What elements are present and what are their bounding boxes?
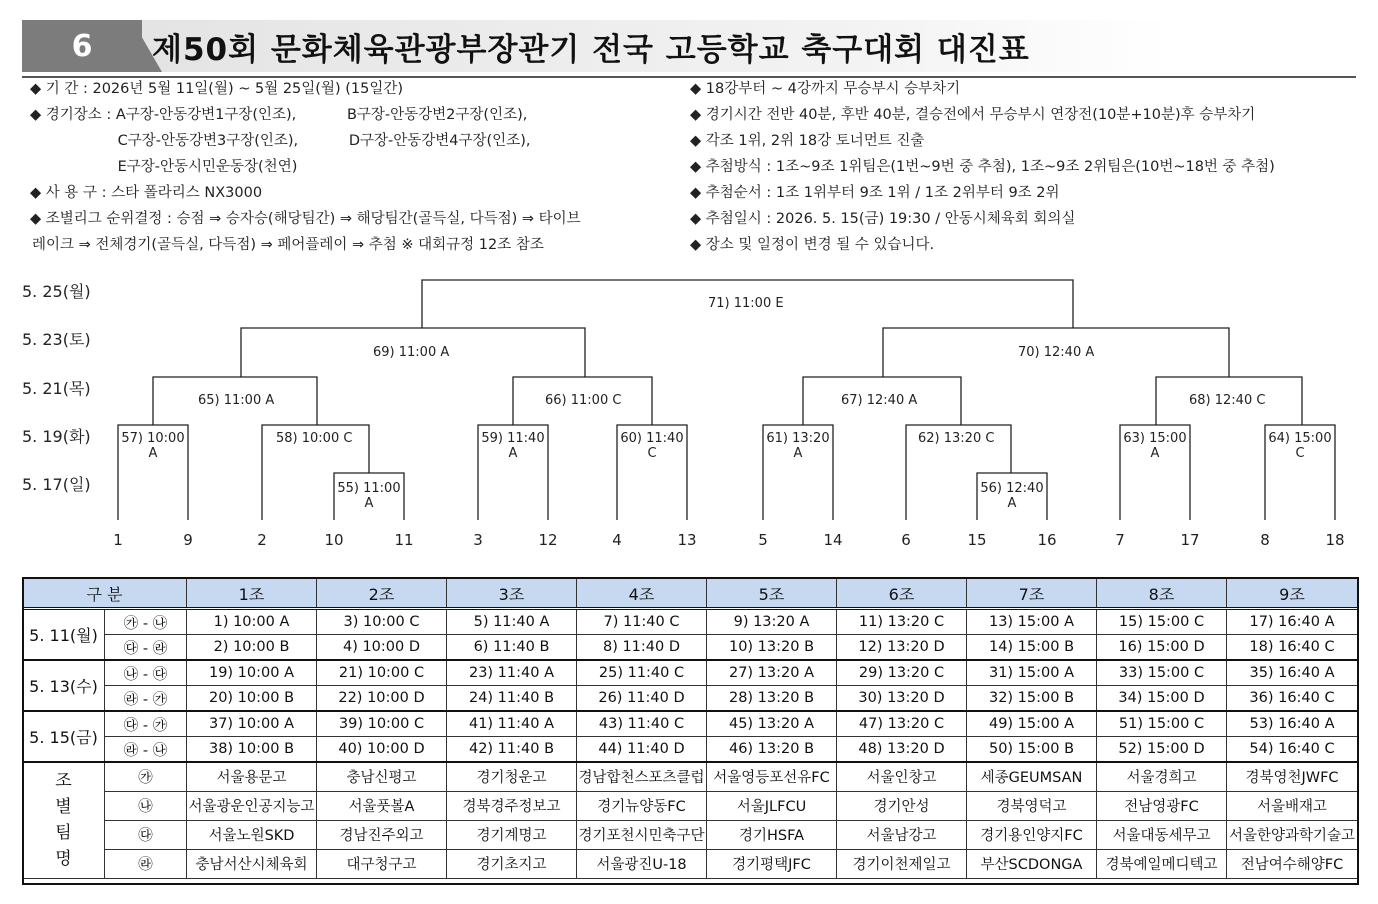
team-name: 서울용문고 bbox=[187, 762, 317, 791]
match-57 bbox=[120, 431, 186, 461]
header-group: 2조 bbox=[317, 578, 447, 609]
match-cell: 28) 13:20 B bbox=[707, 686, 837, 712]
team-row bbox=[23, 791, 1358, 820]
header-group: 9조 bbox=[1227, 578, 1358, 609]
team-name: 서울JLFCU bbox=[707, 791, 837, 820]
team-name: 경북영천JWFC bbox=[1227, 762, 1358, 791]
team-name: 경북경주정보고 bbox=[447, 791, 577, 820]
match-cell: 5) 11:40 A bbox=[447, 609, 577, 635]
match-56-time: 56) 12:40 bbox=[980, 481, 1044, 496]
day-label-quarter: 5. 21(목) bbox=[22, 379, 91, 398]
header-group: 4조 bbox=[577, 578, 707, 609]
match-cell: 16) 15:00 D bbox=[1097, 635, 1227, 661]
match-cell: 26) 11:40 D bbox=[577, 686, 707, 712]
team-name: 경기포천시민축구단 bbox=[577, 820, 707, 849]
info-ranking: ◆ 조별리그 순위결정 : 승점 ⇒ 승자승(해당팀간) ⇒ 해당팀간(골득실, 다득점) ⇒ 타이브 bbox=[30, 211, 581, 227]
section-number: 6 bbox=[22, 20, 142, 72]
header-group: 6조 bbox=[837, 578, 967, 609]
schedule-row bbox=[23, 686, 1358, 712]
match-63-time: 63) 15:00 bbox=[1123, 431, 1187, 446]
match-cell: 47) 13:20 C bbox=[837, 711, 967, 737]
team-name: 충남신평고 bbox=[317, 762, 447, 791]
match-63 bbox=[1122, 431, 1188, 461]
slot-number: 15 bbox=[967, 531, 987, 549]
match-cell: 12) 13:20 D bbox=[837, 635, 967, 661]
info-draw-order: ◆ 추첨순서 : 1조 1위부터 9조 1위 / 1조 2위부터 9조 2위 bbox=[690, 185, 1060, 201]
team-name: 경기안성 bbox=[837, 791, 967, 820]
team-name: 경기초지고 bbox=[447, 849, 577, 878]
team-name: 서울광운인공지능고 bbox=[187, 791, 317, 820]
team-name: 전남영광FC bbox=[1097, 791, 1227, 820]
team-name: 경북영덕고 bbox=[967, 791, 1097, 820]
schedule-row bbox=[23, 609, 1358, 635]
slot-number: 6 bbox=[901, 531, 911, 549]
match-cell: 44) 11:40 D bbox=[577, 737, 707, 763]
match-date: 5. 13(수) bbox=[23, 660, 105, 711]
match-cell: 23) 11:40 A bbox=[447, 660, 577, 686]
match-cell: 27) 13:20 A bbox=[707, 660, 837, 686]
info-venue-3: E구장-안동시민운동장(천연) bbox=[30, 159, 298, 175]
match-cell: 14) 15:00 B bbox=[967, 635, 1097, 661]
team-name: 경남합천스포츠클럽 bbox=[577, 762, 707, 791]
match-cell: 40) 10:00 D bbox=[317, 737, 447, 763]
header-group: 1조 bbox=[187, 578, 317, 609]
team-name: 경남진주외고 bbox=[317, 820, 447, 849]
match-date: 5. 11(월) bbox=[23, 609, 105, 661]
team-slot-mark: ㉯ bbox=[105, 791, 187, 820]
info-match-time: ◆ 경기시간 전반 40분, 후반 40분, 결승전에서 무승부시 연장전(10분+10분)후 승부차기 bbox=[690, 107, 1256, 123]
match-pairing: ㉱ - ㉮ bbox=[105, 686, 187, 712]
match-date: 5. 15(금) bbox=[23, 711, 105, 762]
team-name: 경기청운고 bbox=[447, 762, 577, 791]
match-cell: 30) 13:20 D bbox=[837, 686, 967, 712]
match-cell: 34) 15:00 D bbox=[1097, 686, 1227, 712]
match-59-field: A bbox=[508, 446, 518, 461]
match-cell: 20) 10:00 B bbox=[187, 686, 317, 712]
team-name: 서울영등포선유FC bbox=[707, 762, 837, 791]
match-cell: 38) 10:00 B bbox=[187, 737, 317, 763]
match-cell: 41) 11:40 A bbox=[447, 711, 577, 737]
match-63-field: A bbox=[1150, 446, 1160, 461]
match-cell: 51) 15:00 C bbox=[1097, 711, 1227, 737]
teams-label-char: 명 bbox=[55, 849, 72, 870]
info-notice: ◆ 장소 및 일정이 변경 될 수 있습니다. bbox=[690, 237, 935, 253]
header-group: 5조 bbox=[707, 578, 837, 609]
match-cell: 17) 16:40 A bbox=[1227, 609, 1358, 635]
match-cell: 2) 10:00 B bbox=[187, 635, 317, 661]
slot-number: 11 bbox=[394, 531, 414, 549]
team-name: 경기뉴양동FC bbox=[577, 791, 707, 820]
day-label-r16: 5. 19(화) bbox=[22, 427, 91, 446]
match-cell: 13) 15:00 A bbox=[967, 609, 1097, 635]
team-name: 서울광진U-18 bbox=[577, 849, 707, 878]
match-cell: 36) 16:40 C bbox=[1227, 686, 1358, 712]
team-name: 서울풋볼A bbox=[317, 791, 447, 820]
team-name: 서울배재고 bbox=[1227, 791, 1358, 820]
schedule-row bbox=[23, 711, 1358, 737]
match-cell: 3) 10:00 C bbox=[317, 609, 447, 635]
match-cell: 15) 15:00 C bbox=[1097, 609, 1227, 635]
team-row bbox=[23, 849, 1358, 878]
team-name: 서울경희고 bbox=[1097, 762, 1227, 791]
team-row bbox=[23, 820, 1358, 849]
slot-number: 13 bbox=[677, 531, 697, 549]
header-group: 7조 bbox=[967, 578, 1097, 609]
match-cell: 46) 13:20 B bbox=[707, 737, 837, 763]
slot-number: 10 bbox=[324, 531, 344, 549]
team-name: 서울노원SKD bbox=[187, 820, 317, 849]
info-venue-2: C구장-안동강변3구장(인조), D구장-안동강변4구장(인조), bbox=[30, 133, 531, 149]
match-cell: 6) 11:40 B bbox=[447, 635, 577, 661]
slot-number: 7 bbox=[1115, 531, 1125, 549]
match-cell: 18) 16:40 C bbox=[1227, 635, 1358, 661]
match-57-field: A bbox=[148, 446, 158, 461]
team-name: 경기이천제일고 bbox=[837, 849, 967, 878]
match-59 bbox=[480, 431, 546, 461]
team-name: 서울한양과학기술고 bbox=[1227, 820, 1358, 849]
day-label-final: 5. 25(월) bbox=[22, 282, 91, 301]
match-cell: 1) 10:00 A bbox=[187, 609, 317, 635]
team-name: 충남서산시체육회 bbox=[187, 849, 317, 878]
team-name: 경기평택JFC bbox=[707, 849, 837, 878]
match-56 bbox=[979, 481, 1045, 511]
match-70: 70) 12:40 A bbox=[1018, 345, 1095, 360]
match-cell: 10) 13:20 B bbox=[707, 635, 837, 661]
info-advance: ◆ 각조 1위, 2위 18강 토너먼트 진출 bbox=[690, 133, 925, 149]
match-cell: 4) 10:00 D bbox=[317, 635, 447, 661]
match-cell: 35) 16:40 A bbox=[1227, 660, 1358, 686]
match-cell: 45) 13:20 A bbox=[707, 711, 837, 737]
team-name: 경기용인양지FC bbox=[967, 820, 1097, 849]
slot-number: 2 bbox=[257, 531, 267, 549]
team-name: 서울남강고 bbox=[837, 820, 967, 849]
info-period: ◆ 기 간 : 2026년 5월 11일(월) ~ 5월 25일(월) (15일간) bbox=[30, 81, 403, 97]
team-name: 대구청구고 bbox=[317, 849, 447, 878]
info-shootout: ◆ 18강부터 ~ 4강까지 무승부시 승부차기 bbox=[690, 81, 961, 97]
slot-number: 1 bbox=[113, 531, 123, 549]
slot-number: 16 bbox=[1037, 531, 1057, 549]
team-slot-mark: ㉮ bbox=[105, 762, 187, 791]
team-slot-mark: ㉰ bbox=[105, 820, 187, 849]
team-name: 경기HSFA bbox=[707, 820, 837, 849]
slot-number: 8 bbox=[1260, 531, 1270, 549]
match-65: 65) 11:00 A bbox=[198, 393, 275, 408]
info-ball: ◆ 사 용 구 : 스타 폴라리스 NX3000 bbox=[30, 185, 263, 201]
teams-label-char: 팀 bbox=[55, 823, 72, 844]
match-61-field: A bbox=[793, 446, 803, 461]
day-label-semi: 5. 23(토) bbox=[22, 330, 91, 349]
day-label-r18: 5. 17(일) bbox=[22, 475, 91, 494]
match-59-time: 59) 11:40 bbox=[481, 431, 545, 446]
match-cell: 19) 10:00 A bbox=[187, 660, 317, 686]
match-58: 58) 10:00 C bbox=[276, 431, 353, 446]
teams-label-char: 조 bbox=[55, 771, 72, 792]
match-69: 69) 11:00 A bbox=[373, 345, 450, 360]
match-71: 71) 11:00 E bbox=[708, 296, 784, 311]
teams-label-char: 별 bbox=[55, 797, 72, 818]
match-cell: 39) 10:00 C bbox=[317, 711, 447, 737]
team-name: 경기계명고 bbox=[447, 820, 577, 849]
team-row bbox=[23, 762, 1358, 791]
header-category: 구 분 bbox=[23, 578, 187, 609]
match-57-time: 57) 10:00 bbox=[121, 431, 185, 446]
page-title: 제50회 문화체육관광부장관기 전국 고등학교 축구대회 대진표 bbox=[152, 31, 1030, 68]
match-64 bbox=[1267, 431, 1333, 461]
match-cell: 21) 10:00 C bbox=[317, 660, 447, 686]
match-62: 62) 13:20 C bbox=[918, 431, 995, 446]
match-pairing: ㉮ - ㉯ bbox=[105, 609, 187, 635]
teams-label bbox=[23, 762, 105, 878]
match-cell: 31) 15:00 A bbox=[967, 660, 1097, 686]
match-cell: 53) 16:40 A bbox=[1227, 711, 1358, 737]
match-cell: 43) 11:40 C bbox=[577, 711, 707, 737]
match-64-time: 64) 15:00 bbox=[1268, 431, 1332, 446]
team-name: 세종GEUMSAN bbox=[967, 762, 1097, 791]
schedule-row bbox=[23, 737, 1358, 763]
info-venue-1: ◆ 경기장소 : A구장-안동강변1구장(인조), B구장-안동강변2구장(인조), bbox=[30, 107, 528, 123]
match-66: 66) 11:00 C bbox=[545, 393, 622, 408]
table-header-row bbox=[23, 578, 1358, 609]
match-61 bbox=[765, 431, 831, 461]
match-cell: 32) 15:00 B bbox=[967, 686, 1097, 712]
schedule-row bbox=[23, 635, 1358, 661]
match-cell: 22) 10:00 D bbox=[317, 686, 447, 712]
slot-number: 17 bbox=[1180, 531, 1200, 549]
match-60 bbox=[619, 431, 685, 461]
schedule-body bbox=[23, 609, 1358, 879]
match-55-field: A bbox=[364, 496, 374, 511]
match-cell: 9) 13:20 A bbox=[707, 609, 837, 635]
match-cell: 7) 11:40 C bbox=[577, 609, 707, 635]
slot-number: 9 bbox=[183, 531, 193, 549]
match-cell: 11) 13:20 C bbox=[837, 609, 967, 635]
team-name: 전남여수해양FC bbox=[1227, 849, 1358, 878]
match-cell: 33) 15:00 C bbox=[1097, 660, 1227, 686]
match-cell: 54) 16:40 C bbox=[1227, 737, 1358, 763]
team-name: 부산SCDONGA bbox=[967, 849, 1097, 878]
group-schedule-table bbox=[22, 577, 1358, 879]
match-61-time: 61) 13:20 bbox=[766, 431, 830, 446]
match-64-field: C bbox=[1295, 446, 1305, 461]
match-60-time: 60) 11:40 bbox=[620, 431, 684, 446]
match-cell: 48) 13:20 D bbox=[837, 737, 967, 763]
match-pairing: ㉰ - ㉱ bbox=[105, 635, 187, 661]
match-cell: 49) 15:00 A bbox=[967, 711, 1097, 737]
match-56-field: A bbox=[1007, 496, 1017, 511]
match-68: 68) 12:40 C bbox=[1189, 393, 1266, 408]
match-60-field: C bbox=[647, 446, 657, 461]
slot-number: 3 bbox=[473, 531, 483, 549]
info-ranking-cont: 레이크 ⇒ 전체경기(골득실, 다득점) ⇒ 페어플레이 ⇒ 추첨 ※ 대회규정 12조 참조 bbox=[32, 237, 544, 253]
match-cell: 8) 11:40 D bbox=[577, 635, 707, 661]
match-cell: 25) 11:40 C bbox=[577, 660, 707, 686]
slot-number: 4 bbox=[612, 531, 622, 549]
team-name: 서울인창고 bbox=[837, 762, 967, 791]
info-draw-date: ◆ 추첨일시 : 2026. 5. 15(금) 19:30 / 안동시체육회 회의실 bbox=[690, 211, 1076, 227]
schedule-row bbox=[23, 660, 1358, 686]
slot-number: 12 bbox=[538, 531, 558, 549]
slot-number: 18 bbox=[1325, 531, 1345, 549]
match-pairing: ㉰ - ㉮ bbox=[105, 711, 187, 737]
match-cell: 52) 15:00 D bbox=[1097, 737, 1227, 763]
match-cell: 42) 11:40 B bbox=[447, 737, 577, 763]
match-55 bbox=[336, 481, 402, 511]
header-group: 3조 bbox=[447, 578, 577, 609]
match-67: 67) 12:40 A bbox=[841, 393, 918, 408]
team-name: 서울대동세무고 bbox=[1097, 820, 1227, 849]
match-cell: 50) 15:00 B bbox=[967, 737, 1097, 763]
slot-number: 5 bbox=[758, 531, 768, 549]
team-name: 경북예일메디텍고 bbox=[1097, 849, 1227, 878]
match-cell: 37) 10:00 A bbox=[187, 711, 317, 737]
match-pairing: ㉯ - ㉰ bbox=[105, 660, 187, 686]
header-group: 8조 bbox=[1097, 578, 1227, 609]
slot-number: 14 bbox=[823, 531, 843, 549]
info-draw-method: ◆ 추첨방식 : 1조~9조 1위팀은(1번~9번 중 추첨), 1조~9조 2위팀은(10번~18번 중 추첨) bbox=[690, 159, 1275, 175]
match-55-time: 55) 11:00 bbox=[337, 481, 401, 496]
match-cell: 29) 13:20 C bbox=[837, 660, 967, 686]
team-slot-mark: ㉱ bbox=[105, 849, 187, 878]
match-pairing: ㉱ - ㉯ bbox=[105, 737, 187, 763]
match-cell: 24) 11:40 B bbox=[447, 686, 577, 712]
